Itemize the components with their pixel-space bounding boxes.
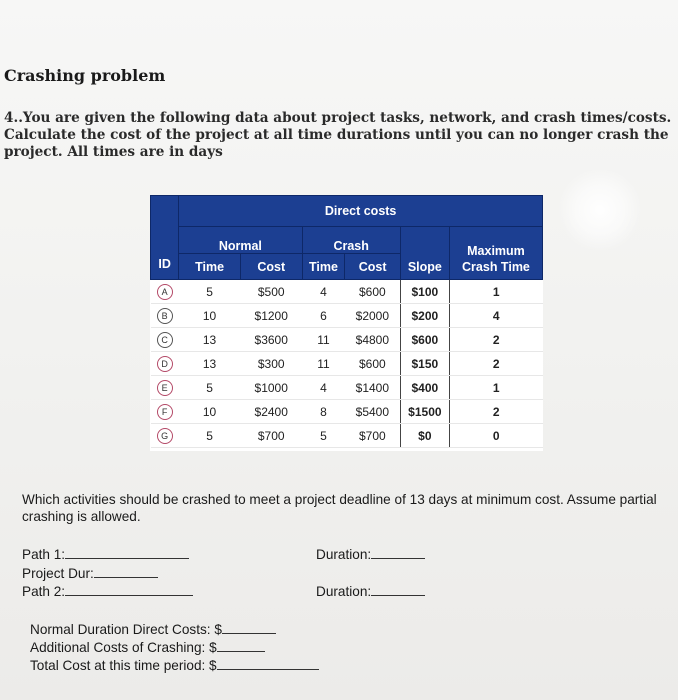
cell-crash-time: 4 [302,280,345,304]
col-max-crash-header: Crash Time [462,260,530,274]
direct-costs-table [150,195,543,451]
project-dur-blank[interactable] [94,565,158,578]
duration1-line [316,546,425,563]
cell-cost: $700 [240,424,302,448]
additional-label: Additional Costs of Crashing: $ [30,640,217,655]
row-id-circle: G [157,428,173,444]
table-row [151,424,543,448]
cell-max-crash: 2 [449,328,542,352]
cell-crash-cost: $700 [345,424,400,448]
row-id-circle: C [157,332,173,348]
crash-header: Crash [302,227,400,254]
cell-slope: $200 [400,304,449,328]
cell-max-crash: 4 [449,304,542,328]
duration1-label: Duration: [316,547,372,562]
col-cost-header: Cost [240,254,302,280]
cell-time: 5 [179,424,241,448]
cell-crash-time: 4 [302,376,345,400]
normal-direct-label: Normal Duration Direct Costs: $ [30,622,222,637]
cell-crash-cost: $1400 [345,376,400,400]
normal-direct-line [30,621,276,638]
cell-crash-time: 11 [302,328,345,352]
cell-max-crash: 0 [449,424,542,448]
cell-max-crash: 1 [449,376,542,400]
duration2-label: Duration: [316,584,372,599]
page-title: Crashing problem [4,66,166,85]
total-blank[interactable] [217,657,319,670]
row-id-circle: A [157,284,173,300]
duration2-line [316,583,425,600]
table-row [151,280,543,304]
cell-slope: $600 [400,328,449,352]
project-dur-line [22,565,158,582]
cell-crash-cost: $4800 [345,328,400,352]
cell-cost: $3600 [240,328,302,352]
duration2-blank[interactable] [371,583,425,596]
cell-time: 5 [179,376,241,400]
path2-label: Path 2: [22,584,66,599]
light-glare [555,170,645,250]
duration1-blank[interactable] [371,546,425,559]
normal-header: Normal [179,227,302,254]
cell-cost: $1200 [240,304,302,328]
row-id-circle: F [157,404,173,420]
path1-line [22,546,189,563]
col-slope-header: Slope [400,227,449,280]
cell-max-crash: 2 [449,400,542,424]
cell-slope: $100 [400,280,449,304]
cell-crash-time: 11 [302,352,345,376]
cell-slope: $1500 [400,400,449,424]
cell-crash-time: 8 [302,400,345,424]
direct-costs-header: Direct costs [179,196,543,227]
col-time-header: Time [179,254,241,280]
cell-time: 5 [179,280,241,304]
cell-crash-cost: $600 [345,352,400,376]
col-id-header: ID [151,196,179,280]
additional-line [30,639,265,656]
total-line [30,657,319,674]
cell-time: 10 [179,400,241,424]
cell-time: 13 [179,328,241,352]
col-crash-cost-header: Cost [345,254,400,280]
path1-label: Path 1: [22,547,66,562]
row-id-circle: B [157,308,173,324]
cell-time: 10 [179,304,241,328]
cell-crash-cost: $600 [345,280,400,304]
cell-cost: $1000 [240,376,302,400]
additional-blank[interactable] [217,639,265,652]
cell-max-crash: 1 [449,280,542,304]
project-dur-label: Project Dur: [22,566,94,581]
normal-direct-blank[interactable] [222,621,276,634]
cell-slope: $400 [400,376,449,400]
table-row [151,328,543,352]
cell-slope: $150 [400,352,449,376]
total-label: Total Cost at this time period: $ [30,658,217,673]
cell-crash-time: 6 [302,304,345,328]
table-row [151,352,543,376]
cell-cost: $2400 [240,400,302,424]
follow-up-question: Which activities should be crashed to meet a project deadline of 13 days at minimum cost. Assume partial crashing is allowed. [22,492,657,524]
cell-crash-cost: $5400 [345,400,400,424]
cell-max-crash: 2 [449,352,542,376]
row-id-circle: E [157,380,173,396]
cell-slope: $0 [400,424,449,448]
cell-cost: $300 [240,352,302,376]
table-row [151,400,543,424]
max-label: Maximum [467,244,525,258]
max-crash-header [449,227,542,280]
table-row [151,304,543,328]
path1-blank[interactable] [65,546,189,559]
cell-cost: $500 [240,280,302,304]
path2-blank[interactable] [65,583,193,596]
col-crash-time-header: Time [302,254,345,280]
cell-crash-time: 5 [302,424,345,448]
path2-line [22,583,193,600]
question-text: 4..You are given the following data about project tasks, network, and crash times/costs. Calculate the cost of the project at all time durations until you can no longer crash the project. All times are in days [4,110,672,160]
table-row [151,376,543,400]
row-id-circle: D [157,356,173,372]
cell-time: 13 [179,352,241,376]
cell-crash-cost: $2000 [345,304,400,328]
